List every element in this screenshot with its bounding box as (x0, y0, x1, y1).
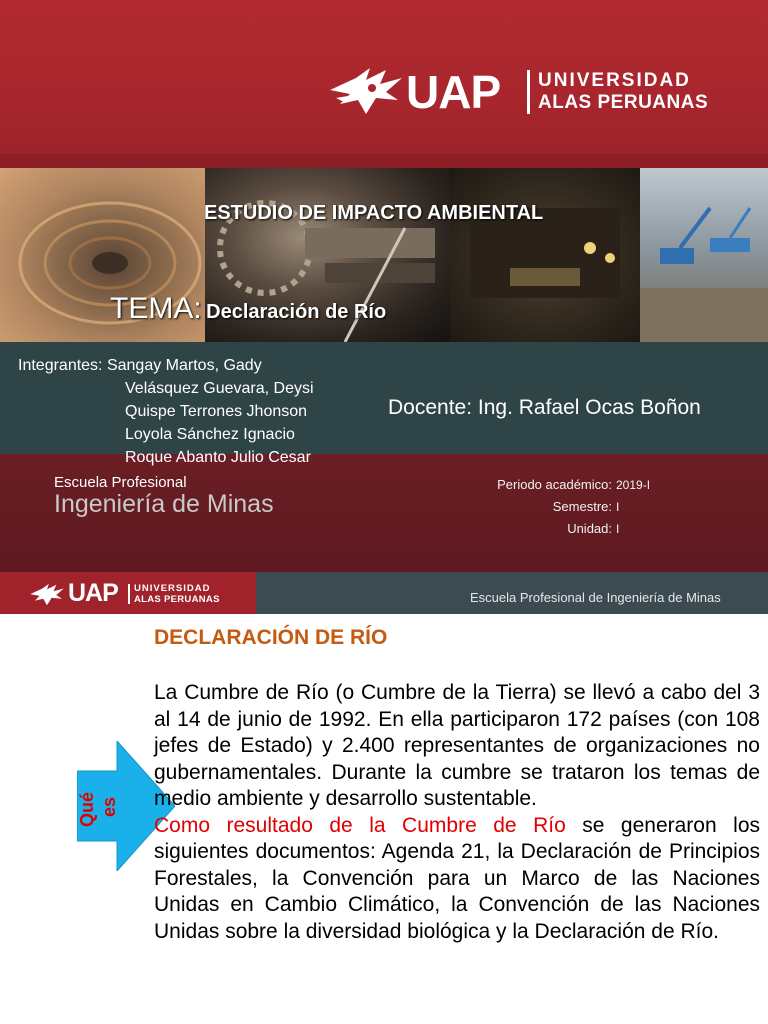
bird-emblem-icon (326, 64, 406, 120)
highlight-text: Como resultado de la Cumbre de Río (154, 813, 566, 837)
member-name: Sangay Martos, Gady (106, 357, 262, 374)
teacher-name: Docente: Ing. Rafael Ocas Boñon (388, 396, 701, 419)
footer-logo-line1: UNIVERSIDAD (134, 583, 211, 594)
arrow-text-line2: es (99, 796, 119, 817)
footer-school-text: Escuela Profesional de Ingeniería de Minas (470, 590, 721, 605)
members-label: Integrantes: (18, 357, 103, 374)
paragraph-2 (154, 813, 760, 946)
course-title: ESTUDIO DE IMPACTO AMBIENTAL (204, 202, 544, 224)
member-name: Loyola Sánchez Ignacio (125, 426, 295, 443)
academic-info (408, 474, 668, 540)
content-slide (0, 614, 768, 1024)
member-name: Quispe Terrones Jhonson (125, 403, 308, 420)
member-name: Velásquez Guevara, Deysi (125, 380, 314, 397)
logo-acronym: UAP (406, 66, 501, 118)
bird-emblem-icon (28, 582, 66, 608)
period-label: Periodo académico: (497, 477, 612, 492)
topic-heading (110, 292, 386, 326)
university-logo (326, 64, 716, 120)
body-text (154, 680, 760, 945)
slide-footer (0, 572, 768, 614)
member-name: Roque Abanto Julio Cesar (125, 449, 311, 466)
paragraph-2-text: se generaron los siguientes documentos: Agenda 21, la Declaración de Principios Forestales, la Convención para un Marco de las Naciones Unidas en Cambio Climático, la Convención de las Naciones Unidas sobre la diversidad biológica y la Declaración de Río. (154, 813, 760, 943)
arrow-text-line1: Qué (77, 791, 97, 827)
footer-logo-line2: ALAS PERUANAS (134, 594, 220, 605)
unit-label: Unidad: (567, 521, 612, 536)
logo-university-line: UNIVERSIDAD (538, 70, 691, 91)
footer-logo (28, 579, 253, 608)
semester-label: Semestre: (552, 499, 612, 514)
topic-value: Declaración de Río (206, 301, 387, 323)
excavator-photo (640, 168, 768, 342)
semester-value: I (616, 500, 620, 514)
paragraph-1: La Cumbre de Río (o Cumbre de la Tierra) se llevó a cabo del 3 al 14 de junio de 1992. En ella participaron 172 países (con 108 jefes de Estado) y 2.400 representantes de organizaciones no gubernamentales. Durante la cumbre se trataron los temas de medio ambiente y desarrollo sustentable. (154, 681, 760, 810)
underground-miners-photo (450, 168, 640, 342)
school-label: Escuela Profesional (54, 474, 187, 491)
unit-value: I (616, 522, 620, 536)
topic-label: TEMA: (110, 292, 202, 325)
slide-title: DECLARACIÓN DE RÍO (154, 626, 388, 649)
period-value: 2019-I (616, 478, 651, 492)
school-value: Ingeniería de Minas (54, 490, 274, 518)
logo-name-line: ALAS PERUANAS (538, 92, 709, 113)
footer-logo-acronym: UAP (68, 579, 118, 607)
members-list (18, 354, 314, 469)
